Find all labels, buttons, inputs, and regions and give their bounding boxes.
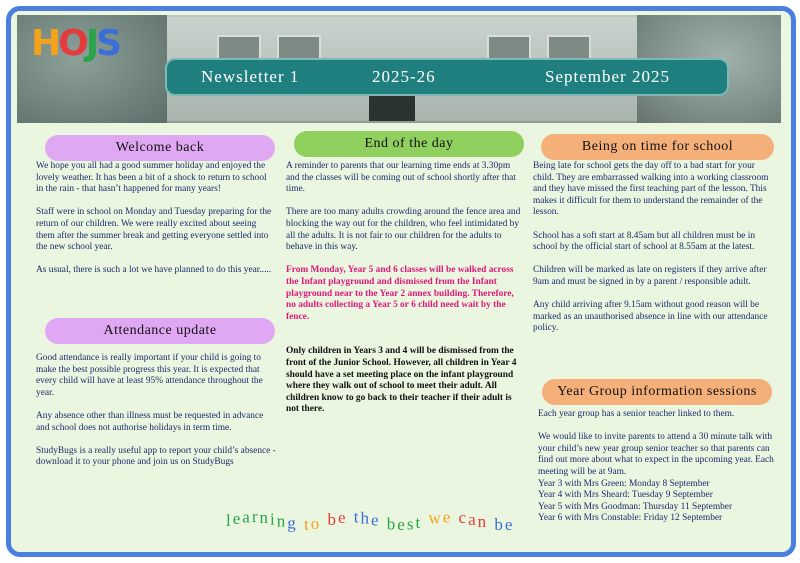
attendance-text [36,353,276,481]
logo-letter: O [58,23,86,64]
meeting-list [538,479,778,525]
end-of-day-text [286,161,526,427]
welcome-paragraph: We hope you all had a good summer holiday and enjoyed the lovely weather. It has been a bit of a shock to return to school in the rain - that hasn’t happened for many years! [36,161,267,195]
end-of-day-heading: End of the day [294,131,524,157]
dismissal-change-notice: From Monday, Year 5 and 6 classes will be walked across the Infant playground and dismissed from the Infant playground near to the Year 2 annex building. Therefore, no adults collecting a Year 5 or 6 child need wait by the fence. [286,265,514,322]
welcome-paragraph: As usual, there is such a lot we have planned to do this year..... [36,265,272,276]
motto-letter: a [468,509,478,529]
motto-letter: e [337,508,348,527]
on-time-paragraph: School has a soft start at 8.45am but all children must be in school by the official start of school at 8.55am at the latest. [533,230,756,253]
motto-letter: i [270,509,277,529]
motto-letter: t [353,507,361,527]
meeting-item: Year 6 with Mrs Constable: Friday 12 September [538,513,723,524]
welcome-paragraph: Staff were in school on Monday and Tuesday preparing for the return of our children. We were really excited about seeing them after the summer break and getting everyone settled into the new school year. [36,207,272,253]
title-banner [165,58,729,96]
logo-letter: S [96,23,120,64]
motto-letter: c [458,508,469,527]
motto-letter: t [303,514,311,534]
meeting-item: Year 4 with Mrs Sheard: Tuesday 9 September [538,490,713,501]
motto-letter: e [504,514,515,534]
school-logo [31,23,119,64]
motto-letter: e [442,507,453,527]
motto-letter: o [310,513,322,533]
motto-letter: h [360,508,371,528]
on-time-paragraph: Being late for school gets the day off to a bad start for your child. They are embarrassed walking into a working classroom and they have missed the first teaching part of the lesson. This makes it difficult for them to understand the remainder of the lesson. [533,161,769,218]
motto-letter: t [415,512,423,532]
motto-letter: b [386,514,398,534]
motto-letter: n [477,512,489,531]
logo-letter: H [31,23,59,64]
motto-letter: b [494,514,505,534]
school-motto [226,507,515,534]
newsletter-number: Newsletter 1 [201,67,300,86]
motto-letter: r [251,507,260,526]
school-year: 2025-26 [372,67,436,86]
year-group-paragraph: Each year group has a senior teacher linked to them. [538,409,735,419]
motto-letter: s [406,514,416,534]
on-time-heading: Being on time for school [541,134,774,160]
meeting-item: Year 3 with Mrs Green: Monday 8 September [538,478,710,489]
motto-letter: n [259,507,270,527]
on-time-paragraph: Children will be marked as late on registers if they arrive after 9am and must be signed in by a parent / responsible adult. [533,265,767,287]
year-group-text [538,409,778,525]
newsletter-date: September 2025 [545,67,670,86]
attendance-paragraph: Good attendance is really important if your child is going to make the best possible progress this year. It is expected that every child will have at least 95% attendance throughout the year. [36,353,263,398]
on-time-paragraph: Any child arriving after 9.15am without good reason will be marked as an unauthorised absence in line with our attendance policy. [533,300,768,334]
motto-letter: n [276,511,288,531]
newsletter-frame [6,6,796,557]
motto-letter: a [242,507,252,527]
motto-letter: w [428,508,443,528]
header-photo [17,15,781,123]
attendance-heading: Attendance update [45,318,275,344]
end-of-day-paragraph: A reminder to parents that our learning time ends at 3.30pm and the classes will be coming out of school shortly after that time. [286,161,516,195]
motto-letter: e [397,515,407,534]
motto-letter: g [287,513,298,533]
motto-letter: l [226,511,233,530]
year-group-heading: Year Group information sessions [542,379,772,405]
on-time-text [533,161,778,347]
welcome-text [36,161,276,289]
logo-letter: J [85,23,97,64]
meeting-item: Year 5 with Mrs Goodman: Thursday 11 September [538,501,733,512]
attendance-paragraph: StudyBugs is a really useful app to report your child’s absence - download it to your phone and join us on StudyBugs [36,445,276,468]
motto-letter: b [327,509,338,529]
junior-dismissal-notice: Only children in Years 3 and 4 will be dismissed from the front of the Junior School. However, all children in Year 4 should have a set meeting place on the infant playground where they walk out of school to meet their adult. All children know to go back to their teacher if their adult is not there. [286,346,517,415]
welcome-heading: Welcome back [45,135,275,161]
attendance-paragraph: Any absence other than illness must be requested in advance and school does not authorise holidays in term time. [36,410,264,433]
end-of-day-paragraph: There are too many adults crowding around the fence area and blocking the way out for the children, who feel intimidated by all the adults. It is not fair to our children for the adults to behave in this way. [286,207,521,253]
year-group-paragraph: We would like to invite parents to attend a 30 minute talk with your child’s new year group senior teacher so that parents can find out more about what to expect in the upcoming year. Each meeting will be at 9am. [538,432,774,477]
motto-letter: e [371,510,381,530]
motto-letter: e [232,508,243,528]
